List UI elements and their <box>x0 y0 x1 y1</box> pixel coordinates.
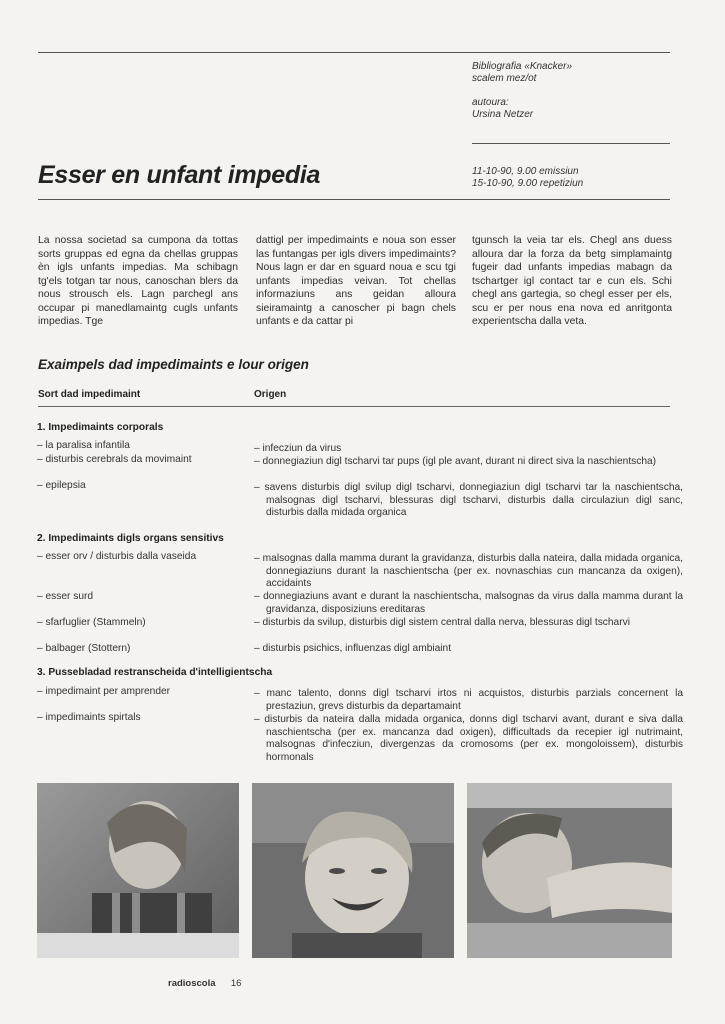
photo-boy-laughing <box>252 783 454 958</box>
cell-text: impedimaint per amprender <box>45 686 171 697</box>
cell-text: disturbis da nateira dalla midada organica, donns digl tscharvi avant, durant e siva dalla naschientscha (per ex. mancanza dad oxigen), difficultads da recepier igl nutrimaint, malsognas d'infecziun, divergenzas da cromosoms (per ex. mongoloissem), disturbis hormonals <box>264 714 683 763</box>
table-row-left: – esser orv / disturbis dalla vaseida <box>37 551 197 562</box>
column-header-sort: Sort dad impedimaint <box>38 389 141 400</box>
table-row-left: – disturbis cerebrals da movimaint <box>37 454 192 465</box>
table-row-right: – disturbis psichics, influenzas digl ambiaint <box>254 643 452 654</box>
intro-column-3: tgunsch la veia tar els. Chegl ans duess alloura dar la forza da betg simplamaintg fugeir dad unfants impedias mabagn da tschartger igl contact tar e cun els. Schi chegl ans gartegia, so chegl esser per els, scu er per nous ena nova ed anritgonta experientscha dalla veta. <box>472 235 672 327</box>
footer <box>168 978 241 989</box>
cell-text: sfarfuglier (Stammeln) <box>45 617 146 628</box>
cell-text: disturbis psichics, influenzas digl ambiaint <box>262 643 452 654</box>
bibliography-line-1: Bibliografia «Knacker» <box>472 61 573 72</box>
table-row-right: – malsognas dalla mamma durant la gravidanza, disturbis dalla nateira, dalla midada organica, donnegiaziuns durant la naschientscha (per ex. novnaschias cun mancanza da oxigen), accidaints <box>254 553 684 589</box>
cell-text: manc talento, donns digl tscharvi irtos ni acquistos, disturbis parzials concernent la prestaziun, grevs disturbis da departamaint <box>266 688 683 712</box>
table-row-right: – manc talento, donns digl tscharvi irtos ni acquistos, disturbis parzials concernent la prestaziun, grevs disturbis da departamaint <box>254 688 683 712</box>
table-header-rule <box>38 406 670 407</box>
intro-column-2: dattigl per impedimaints e noua son esser las funtangas per igls divers impedimaints? Nous lagn er dar en sguard noua e scu tgi unfants impedias veivan. Tot chellas informaziuns ans geidan alloura sieiramaintg a canoscher pi bagn chels unfants e da cattar pi <box>256 235 456 327</box>
cell-text: disturbis cerebrals da movimaint <box>45 454 192 465</box>
cell-text: donnegiaziuns avant e durant la naschientscha, malsognas da virus dalla mamma durant la gravidanza, disposiziuns ereditaras <box>263 591 683 615</box>
column-header-origin: Origen <box>254 389 287 400</box>
footer-brand: radioscola <box>168 978 216 989</box>
cell-text: epilepsia <box>45 480 86 491</box>
cell-text: malsognas dalla mamma durant la gravidanza, disturbis dalla nateira, dalla midada organica, donnegiaziuns durant la naschientscha (per ex. novnaschias cun mancanza da oxigen), accidaints <box>262 553 684 589</box>
broadcast-line-2: 15-10-90, 9.00 repetiziun <box>472 178 584 189</box>
table-row-left: – sfarfuglier (Stammeln) <box>37 617 146 628</box>
cell-text: esser orv / disturbis dalla vaseida <box>45 551 197 562</box>
author-name: Ursina Netzer <box>472 109 534 120</box>
bibliography-line-2: scalem mez/ot <box>472 73 537 84</box>
table-row-left: – la paralisa infantila <box>37 440 130 451</box>
photo-child-resting <box>467 783 672 958</box>
page-title: Esser en unfant impedia <box>38 161 321 189</box>
cell-text: savens disturbis digl svilup digl tscharvi, donnegiaziun digl tscharvi tar la naschientscha, malsognas digl tscharvi, blessuras digl tscharvi, disturbis dalla circulaziun digl sanc, disturbis dalla midada organica <box>264 482 684 518</box>
photo-girl-reading-image <box>37 783 239 958</box>
table-row-right: – donnegiaziuns avant e durant la naschientscha, malsognas da virus dalla mamma durant la gravidanza, disposiziuns ereditaras <box>254 591 683 615</box>
table-row-right: – disturbis da nateira dalla midada organica, donns digl tscharvi avant, durant e siva dalla naschientscha (per ex. mancanza dad oxigen), difficultads da recepier igl nutrimaint, malsognas d'infecziun, divergenzas da cromosoms (per ex. mongoloissem), disturbis hormonals <box>254 714 683 763</box>
photo-girl-reading <box>37 783 239 958</box>
table-row-left: – impedimaint per amprender <box>37 686 171 697</box>
page-number: 16 <box>230 978 242 989</box>
intro-column-1: La nossa societad sa cumpona da tottas sorts gruppas ed egna da chellas gruppas èn igls unfants impedias. Ma schibagn tg'els totgan tar nous, canoschan blers da nous strousch els. Lagn parchegl ans occupar pi manedlamaintg cugls unfants impedias. Tge <box>38 235 238 327</box>
table-row-right: – disturbis da svilup, disturbis digl sistem central dalla nerva, blessuras digl tscharvi <box>254 617 630 628</box>
cell-text: infecziun da virus <box>262 443 342 454</box>
table-row-right: – infecziun da virus <box>254 443 342 454</box>
section-heading: Exaimpels dad impedimaints e lour origen <box>38 357 309 372</box>
cell-text: impedimaints spirtals <box>45 712 141 723</box>
table-row-right: – donnegiaziun digl tscharvi tar pups (igl ple avant, durant ni direct siva la naschientscha) <box>254 456 657 467</box>
category-heading: 3. Pussebladad restranscheida d'intelligientscha <box>37 667 273 678</box>
table-row-left: – epilepsia <box>37 480 86 491</box>
top-rule <box>38 52 670 53</box>
category-heading: 2. Impedimaints digls organs sensitivs <box>37 533 224 544</box>
table-row-right: – savens disturbis digl svilup digl tscharvi, donnegiaziun digl tscharvi tar la naschientscha, malsognas digl tscharvi, blessuras digl tscharvi, disturbis dalla circulaziun digl sanc, disturbis dalla midada organica <box>254 482 684 518</box>
table-row-left: – balbager (Stottern) <box>37 643 131 654</box>
photo-child-resting-image <box>467 783 672 958</box>
cell-text: balbager (Stottern) <box>45 643 131 654</box>
table-row-left: – impedimaints spirtals <box>37 712 141 723</box>
cell-text: esser surd <box>45 591 94 602</box>
meta-rule <box>472 143 670 144</box>
broadcast-line-1: 11-10-90, 9.00 emissiun <box>472 166 579 177</box>
broadcast-block <box>472 166 672 190</box>
photo-boy-laughing-image <box>252 783 454 958</box>
title-rule <box>38 199 670 200</box>
category-heading: 1. Impedimaints corporals <box>37 422 164 433</box>
table-row-left: – esser surd <box>37 591 94 602</box>
cell-text: la paralisa infantila <box>45 440 130 451</box>
author-label: autoura: <box>472 97 509 108</box>
cell-text: disturbis da svilup, disturbis digl sistem central dalla nerva, blessuras digl tscharvi <box>262 617 630 628</box>
cell-text: donnegiaziun digl tscharvi tar pups (igl ple avant, durant ni direct siva la naschientscha) <box>262 456 657 467</box>
bibliography-block <box>472 61 672 121</box>
